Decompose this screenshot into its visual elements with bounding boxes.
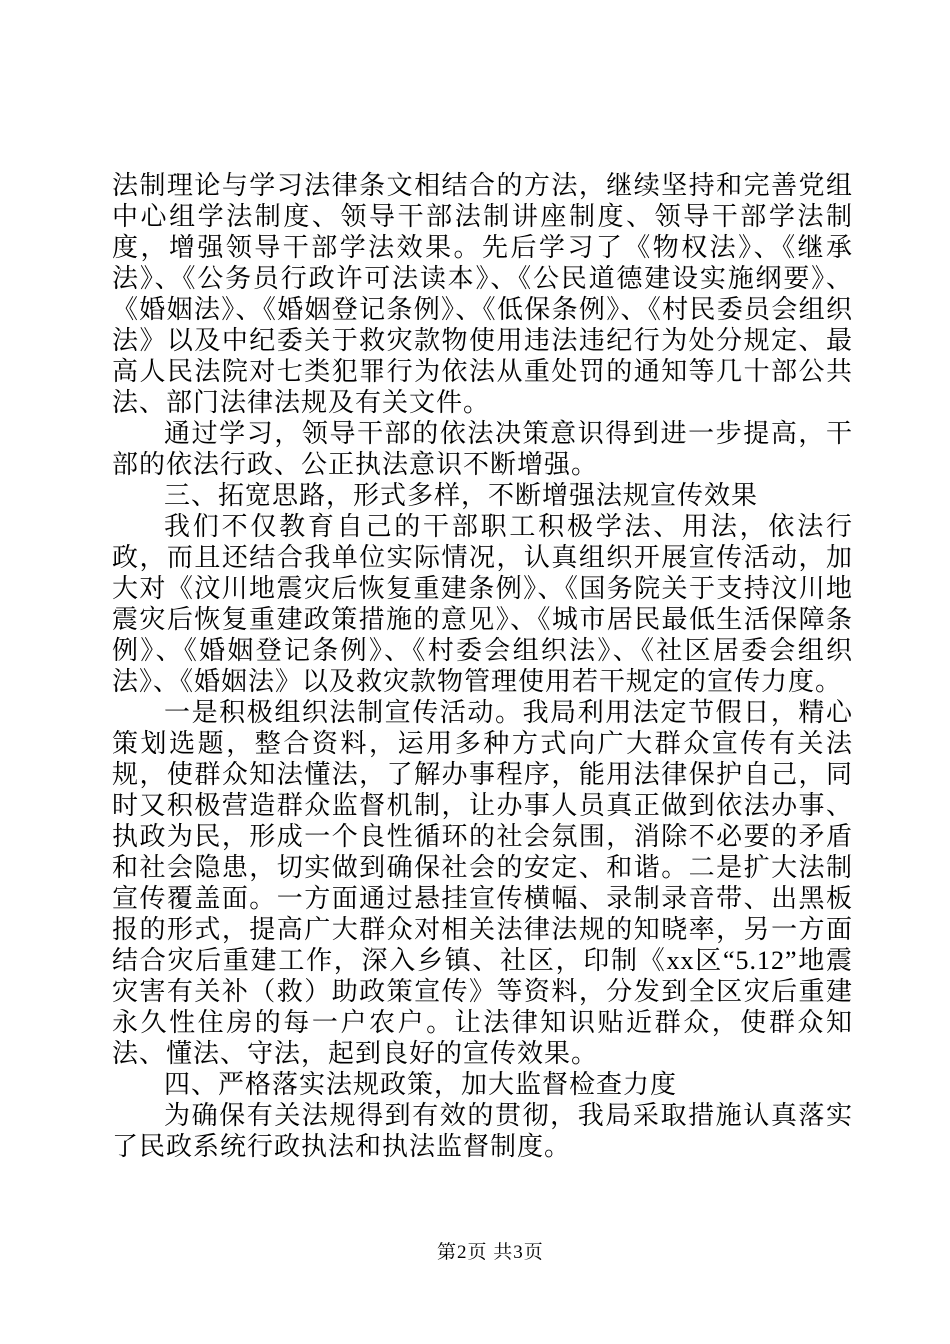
- page-number-footer: 第2页 共3页: [437, 1242, 544, 1263]
- paragraph: 一是积极组织法制宣传活动。我局利用法定节假日，精心策划选题，整合资料，运用多种方式向广大群众宣传有关法规，使群众知法懂法，了解办事程序，能用法律保护自己，同时又积极营造群众监督机制，让办事人员真正做到依法办事、执政为民，形成一个良性循环的社会氛围，消除不必要的矛盾和社会隐患，切实做到确保社会的安定、和谐。二是扩大法制宣传覆盖面。一方面通过悬挂宣传横幅、录制录音带、出黑板报的形式，提高广大群众对相关法律法规的知晓率，另一方面结合灾后重建工作，深入乡镇、社区，印制《xx区“5.12”地震灾害有关补（救）助政策宣传》等资料，分发到全区灾后重建永久性住房的每一户农户。让法律知识贴近群众，使群众知法、懂法、守法，起到良好的宣传效果。: [112, 698, 853, 1068]
- section-heading-four: 四、严格落实法规政策，加大监督检查力度: [164, 1070, 678, 1099]
- section-heading-three: 三、拓宽思路，形式多样，不断增强法规宣传效果: [164, 481, 759, 510]
- paragraph: 通过学习，领导干部的依法决策意识得到进一步提高，干部的依法行政、公正执法意识不断增强。: [112, 419, 853, 479]
- paragraph: 我们不仅教育自己的干部职工积极学法、用法，依法行政，而且还结合我单位实际情况，认真组织开展宣传活动，加大对《汶川地震灾后恢复重建条例》、《国务院关于支持汶川地震灾后恢复重建政策措施的意见》、《城市居民最低生活保障条例》、《婚姻登记条例》、《村委会组织法》、《社区居委会组织法》、《婚姻法》以及救灾款物管理使用若干规定的宣传力度。: [112, 512, 853, 696]
- document-content: [112, 170, 853, 1162]
- paragraph-continued-from-previous-page: 法制理论与学习法律条文相结合的方法，继续坚持和完善党组中心组学法制度、领导干部法制讲座制度、领导干部学法制度，增强领导干部学法效果。先后学习了《物权法》、《继承法》、《公务员行政许可法读本》、《公民道德建设实施纲要》、《婚姻法》、《婚姻登记条例》、《低保条例》、《村民委员会组织法》以及中纪委关于救灾款物使用违法违纪行为处分规定、最高人民法院对七类犯罪行为依法从重处罚的通知等几十部公共法、部门法律法规及有关文件。: [112, 171, 853, 417]
- paragraph: 为确保有关法规得到有效的贯彻，我局采取措施认真落实了民政系统行政执法和执法监督制度。: [112, 1101, 853, 1161]
